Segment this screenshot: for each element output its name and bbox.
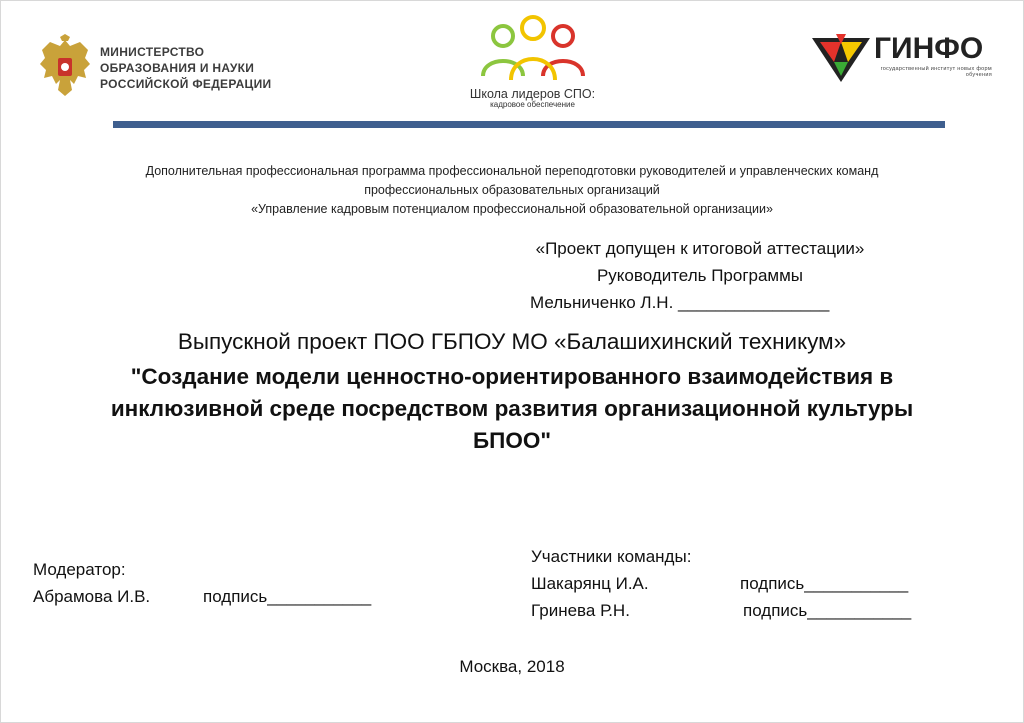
program-line-1: Дополнительная профессиональная программа профессиональной переподготовки руководителей и управленческих команд: [145, 164, 879, 178]
moderator-signature: подпись___________: [203, 587, 372, 606]
approval-block: [490, 235, 910, 316]
team-member-signature: подпись___________: [740, 574, 909, 593]
team-member-signature: подпись___________: [743, 601, 912, 620]
team-label: Участники команды:: [531, 547, 692, 566]
program-line-2: профессиональных образовательных организаций: [364, 183, 660, 197]
approval-line-2: Руководитель Программы: [596, 266, 804, 285]
three-people-icon: [473, 14, 593, 86]
header-divider: [113, 121, 945, 128]
project-subtitle: Выпускной проект ПОО ГБПОУ МО «Балашихинский техникум»: [177, 329, 847, 354]
team-member-name: Гринева Р.Н.: [531, 601, 630, 620]
approval-line-1: «Проект допущен к итоговой аттестации»: [535, 239, 865, 258]
approval-line-3: Мельниченко Л.Н. ________________: [530, 293, 830, 312]
ministry-logo: [36, 34, 271, 100]
ginfo-name: ГИНФО: [874, 32, 984, 65]
program-line-3: «Управление кадровым потенциалом профессиональной образовательной организации»: [251, 202, 773, 216]
school-title: Школа лидеров СПО:: [469, 87, 596, 101]
moderator-block: [33, 556, 371, 610]
school-leaders-logo: [460, 14, 605, 109]
team-member: [531, 597, 911, 624]
ginfo-logo: [810, 32, 992, 84]
program-description: [60, 162, 964, 219]
team-member-name: Шакарянц И.А.: [531, 574, 649, 593]
team-block: [531, 543, 911, 624]
ministry-line-2: ОБРАЗОВАНИЯ И НАУКИ: [100, 61, 255, 75]
ginfo-subtitle: государственный институт новых форм обучения: [880, 66, 992, 78]
city-year: Москва, 2018: [459, 657, 565, 676]
moderator-label: Модератор:: [33, 560, 126, 579]
double-headed-eagle-icon: [36, 34, 94, 100]
school-subtitle: кадровое обеспечение: [490, 100, 575, 109]
ministry-line-1: МИНИСТЕРСТВО: [100, 45, 205, 59]
ginfo-triangle-icon: [810, 32, 872, 84]
moderator-name: Абрамова И.В.: [33, 587, 151, 606]
project-title: "Создание модели ценностно-ориентированного взаимодействия в инклюзивной среде посредством развития организационной культуры БПОО": [110, 364, 914, 453]
ministry-line-3: РОССИЙСКОЙ ФЕДЕРАЦИИ: [100, 77, 272, 91]
team-member: [531, 570, 911, 597]
